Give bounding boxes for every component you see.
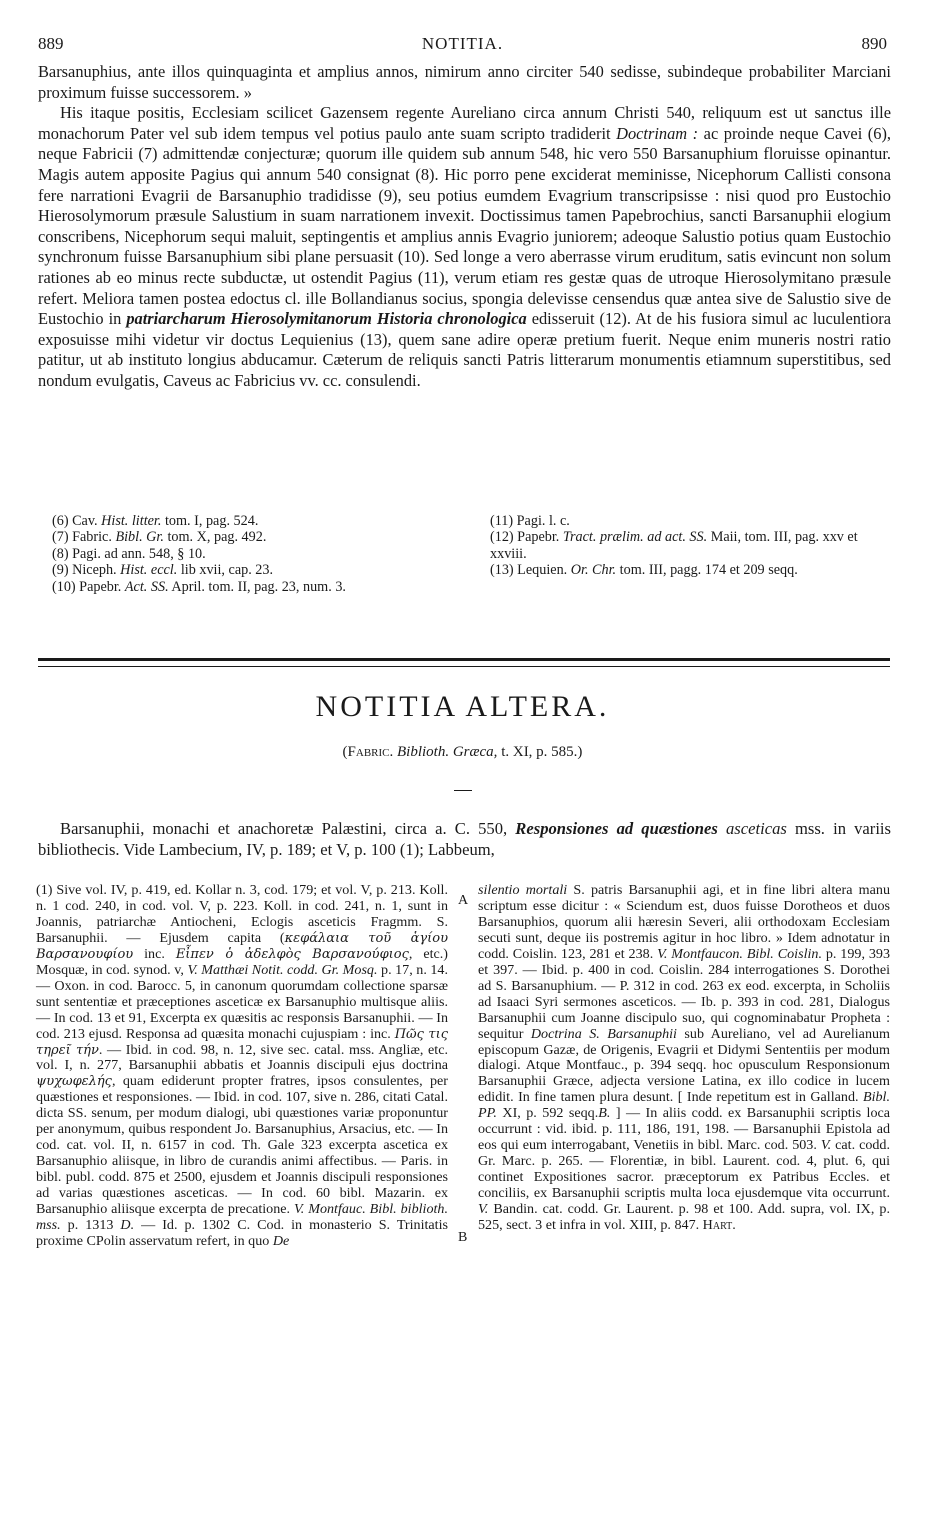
footnote-12: (12) Papebr. Tract. prælim. ad act. SS. Maii, tom. III, pag. xxv et xxviii.: [490, 529, 858, 562]
footnote-1-continued: silentio mortali S. patris Barsanuphii agi, et in fine libri altera manu scriptum esse dicitur : « Sciendum est, duos fuisse Dorotheos et duos Barsanuphios, quorum alii hæresin Severi, alii orthodoxam Ecclesiam secuti sunt, deque iis postremis agitur in hoc libro. » Idem adnotatur in codd. Coislin. 123, 281 et 238. V. Montfaucon. Bibl. Coislin. p. 199, 393 et 397. — Ibid. p. 400 in cod. Coislin. 284 interrogationes S. Dorothei ad S. Barsanuphium. — P. 312 in cod. 263 ex eod. excerpta, in Scholiis ad Isaaci Syri sermones asceticos. — Ib. p. 393 in cod. 281, Dialogus Barsanuphii cum Joanne discipulo suo, qui cognominabatur Propheta : sequitur Doctrina S. Barsanuphii sub Aureliano, vel ad Aurelianum episcopum Gazæ, de Origenis, Evagrii et Didymi Sententiis per modum dialogi. Atque Montfauc., p. 394 seqq. hoc opusculum Responsionum Barsanuphii Græce, adjecta versione Latina, ex illo codice in lucem edidit. In fine tamen plura desunt. [ Inde repetitum est in Galland. Bibl. PP. XI, p. 592 seqq.B. ] — In aliis codd. ex Barsanuphii scriptis loca occurrunt : vid. ibid. p. 111, 186, 191, 198. — Barsanuphii Epistola ad eos qui eum interrogabant, Venetiis in bibl. Marc. cod. 503. V. cat. codd. Gr. Marc. p. 265. — Florentiæ, in bibl. Laurent. cod. 4, plut. 6, qui continet Expositiones sacror. præceptorum ex Patribus Eccles. et conciliis, ex Barsanuphii scriptis multa loca ejusdemque vita occurrunt. V. Bandin. cat. codd. Gr. Laurent. p. 98 et 100. Add. supra, vol. IX, p. 525, sect. 3 et infra in vol. XIII, p. 847. Hart.: [478, 882, 890, 1234]
footnote-1-right-column: [478, 883, 890, 1234]
running-head: [38, 34, 887, 56]
entry-paragraph: Barsanuphii, monachi et anachoretæ Palæstini, circa a. C. 550, Responsiones ad quæstiones asceticas mss. in variis bibliothecis. Vide Lambecium, IV, p. 189; et V, p. 100 (1); Labbeum,: [38, 819, 891, 859]
running-title: NOTITIA.: [421, 34, 504, 53]
entry-text: [38, 818, 891, 860]
footnote-10: (10) Papebr. Act. SS. April. tom. II, pag. 23, num. 3.: [52, 578, 346, 595]
page-number-right: 890: [861, 34, 887, 53]
footnotes-top-left: [52, 513, 454, 595]
responsiones-title: Responsiones ad quæstiones: [515, 819, 718, 838]
footnotes-top-right: [490, 513, 892, 595]
paragraph-2: His itaque positis, Ecclesiam scilicet Gazensem regente Aureliano circa annum Christi 540, reliquum est ut sanctus ille monachorum Pater vel sub idem tempus vel potius paulo ante suam scripto tradiderit Doctrinam : ac proinde neque Cavei (6), neque Fabricii (7) admittendæ conjecturæ; quorum ille quidem sub annum 548, hic vero 550 Barsanuphium floruisse opinantur. Magis autem apposite Pagius qui annum 540 consignat (8). Hic porro pene exciderat meminisse, Nicephorum Callisti consona fere narrationi Evagrii de Barsanuphio tradidisse (9), seu potius eumdem Evagrium transcripsisse : nisi quod pro Eustochio Hierosolymorum præsule Salustium in suam narrationem invexit. Doctissimus tamen Papebrochius, sancti Barsanuphii elogium conscribens, Nicephorum sequi maluit, septingentis et amplius annis Evagrio juniorem; adeoque Salustio potius quam Eustochio synchronum fuisse Barsanuphium sibi plane persuasit (10). Sed longe a vero aberrasse virum eruditum, satis evincunt non solum rationes ab eo minus recte subductæ, ut ostendit Pagius (11), verum etiam res gestæ quas de utroque Hierosolymitano præsule refert. Meliora tamen postea edoctus cl. ille Bollandianus socius, spongia delevisse censendus quæ antea sive de Salustio sive de Eustochio in patriarcharum Hierosolymitanorum Historia chronologica edisseruit (12). At de his fusiora simul ac luculentiora exposuisse mihi videtur vir doctus Lequienius (13), quem sane adire operæ pretium fuerit. Neque enim muneris nostri ratio patitur, ut ab instituto longius abducamur. Cæterum de reliquis sancti Patris litterarum monumentis etiamnum superstitibus, sed nondum evulgatis, Caveus ac Fabricius vv. cc. consulendi.: [38, 103, 892, 390]
paragraph-1: Barsanuphius, ante illos quinquaginta et amplius annos, nimirum anno circiter 540 sedisse, subindeque probabiliter Marciani proximum fuisse successorem. »: [38, 62, 891, 102]
footnote-9: (9) Niceph. Hist. eccl. lib xvii, cap. 23.: [52, 562, 274, 579]
section-title: NOTITIA ALTERA.: [315, 690, 610, 723]
footnote-7: (7) Fabric. Bibl. Gr. tom. X, pag. 492.: [52, 529, 267, 546]
footnotes-top: [52, 513, 892, 595]
short-rule: [454, 790, 472, 791]
footnote-8: (8) Pagi. ad ann. 548, § 10.: [52, 545, 206, 562]
margin-letter-b: B: [458, 1230, 468, 1245]
main-text: [38, 62, 891, 392]
footnote-1: (1) Sive vol. IV, p. 419, ed. Kollar n. 3, cod. 179; et vol. V, p. 213. Koll. n. 1 cod. 240, in cod. vol. V, p. 223. Koll. in cod. 241, n. 1, sunt in Joannis, patriarchæ Antiocheni, Eclogis asceticis Fragmm. S. Barsanuphii. — Ejusdem capita (κεφάλαια τοῦ ἁγίου Βαρσανουφίου inc. Εἶπεν ὁ ἀδελφὸς Βαρσανούφιος, etc.) Mosquæ, in cod. synod. v, V. Matthæi Notit. codd. Gr. Mosq. p. 17, n. 14. — Oxon. in cod. Barocc. 5, in canonum quorumdam collectione sparsæ sunt sententiæ et præceptiones asceticæ ex Barsanuphio multisque aliis. — In cod. 13 et 91, Excerpta ex quæsitis ac responsis Barsanuphii. — In cod. 213 ejusd. Responsa ad quæsita monachi cujuspiam : inc. Πῶς τις τηρεῖ τήν. — Ibid. in cod. 98, n. 12, sive sec. catal. mss. Angliæ, etc. vol. I, n. 277, Barsanuphii abbatis et Joannis discipuli ejus doctrina ψυχωφελής, quam ediderunt propter fratres, ipsos consulentes, per quæstiones et responsiones. — Ibid. in cod. 107, sive n. 286, citati Catal. dicta SS. senum, per modum dialogi, ubi quæstiones variæ proponuntur per anonymum, quibus respondent Jo. Barsanuphius, Arsacius, etc. — In cod. cat. vol. II, n. 6157 in cod. Th. Gale 323 excerpta ascetica ex Barsanuphio aliisque, in libro de curandis animi affectibus. — Paris. in bibl. publ. codd. 875 et 2500, ejusdem et Joannis discipuli responsiones ad varias quæstiones asceticas. — In cod. 60 bibl. Mazarin. ex Barsanuphio aliisque excerpta de precatione. V. Montfauc. Bibl. biblioth. mss. p. 1313 D. — Id. p. 1302 C. Cod. in monasterio S. Trinitatis proxime CPolin asservatum refert, in quo De: [36, 882, 449, 1249]
footnote-1-left-column: [36, 883, 448, 1250]
footnote-6: (6) Cav. Hist. litter. tom. I, pag. 524.: [52, 513, 259, 529]
footnote-13: (13) Lequien. Or. Chr. tom. III, pagg. 174 et 209 seqq.: [490, 562, 798, 579]
page-number-left: 889: [38, 34, 64, 53]
history-title-italic: patriarcharum Hierosolymitanorum Historia chronologica: [126, 309, 527, 329]
doctrinam-italic: Doctrinam :: [616, 123, 699, 143]
footnote-11: (11) Pagi. l. c.: [490, 513, 570, 529]
section-divider: [38, 658, 890, 667]
margin-letter-a: A: [458, 893, 469, 908]
section-source: (Fabric. Biblioth. Græca, t. XI, p. 585.): [342, 744, 583, 760]
